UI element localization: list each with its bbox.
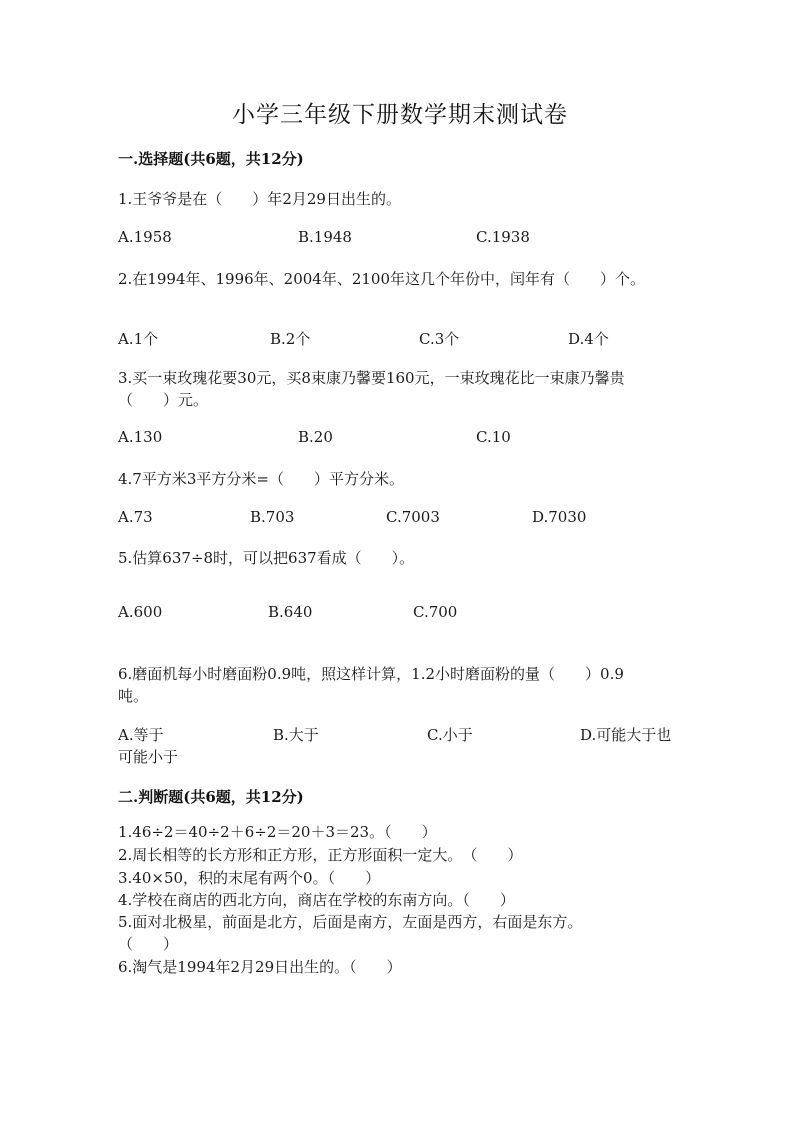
q3-option-b: B.20: [298, 428, 333, 446]
section-heading-choice: 一.选择题(共6题，共12分): [118, 150, 304, 168]
question-1: 1.王爷爷是在（ ）年2月29日出生的。: [118, 190, 401, 208]
q2-option-c: C.3个: [419, 330, 460, 348]
q5-option-b: B.640: [268, 603, 313, 621]
q6-option-d: D.可能大于也: [580, 726, 672, 744]
judge-item-5: 5.面对北极星，前面是北方，后面是南方，左面是西方，右面是东方。: [118, 913, 583, 931]
question-5: 5.估算637÷8时，可以把637看成（ ）。: [118, 549, 415, 567]
section-heading-judge: 二.判断题(共6题，共12分): [118, 788, 304, 806]
q2-option-a: A.1个: [118, 330, 159, 348]
judge-item-5-bracket: （ ）: [118, 935, 179, 953]
q4-option-b: B.703: [250, 508, 295, 526]
q1-option-a: A.1958: [118, 228, 172, 246]
q4-option-c: C.7003: [386, 508, 440, 526]
q2-option-d: D.4个: [568, 330, 609, 348]
q1-option-b: B.1948: [298, 228, 352, 246]
q6-option-a: A.等于: [118, 726, 164, 744]
q5-option-c: C.700: [413, 603, 458, 621]
question-3-line1: 3.买一束玫瑰花要30元，买8束康乃馨要160元，一束玫瑰花比一束康乃馨贵: [118, 369, 625, 387]
judge-item-6: 6.淘气是1994年2月29日出生的。（ ）: [118, 958, 402, 976]
q2-option-b: B.2个: [270, 330, 311, 348]
q6-option-b: B.大于: [273, 726, 319, 744]
q6-option-d-wrap: 可能小于: [118, 748, 179, 766]
q3-option-c: C.10: [476, 428, 511, 446]
question-2: 2.在1994年、1996年、2004年、2100年这几个年份中，闰年有（ ）个。: [118, 270, 646, 288]
question-4: 4.7平方米3平方分米=（ ）平方分米。: [118, 470, 404, 488]
page-title: 小学三年级下册数学期末测试卷: [232, 102, 568, 128]
question-6-line1: 6.磨面机每小时磨面粉0.9吨，照这样计算，1.2小时磨面粉的量（ ）0.9: [118, 665, 624, 683]
q1-option-c: C.1938: [476, 228, 530, 246]
judge-item-2: 2.周长相等的长方形和正方形，正方形面积一定大。 （ ）: [118, 846, 523, 864]
q3-option-a: A.130: [118, 428, 163, 446]
q6-option-c: C.小于: [427, 726, 473, 744]
q4-option-d: D.7030: [532, 508, 587, 526]
judge-item-4: 4.学校在商店的西北方向，商店在学校的东南方向。（ ）: [118, 891, 515, 909]
judge-item-1: 1.46÷2＝40÷2＋6÷2＝20＋3＝23。（ ）: [118, 823, 437, 841]
q4-option-a: A.73: [118, 508, 153, 526]
question-6-line2: 吨。: [118, 687, 149, 705]
question-3-line2: （ ）元。: [118, 391, 209, 409]
judge-item-3: 3.40×50，积的末尾有两个0。（ ）: [118, 869, 381, 887]
q5-option-a: A.600: [118, 603, 163, 621]
